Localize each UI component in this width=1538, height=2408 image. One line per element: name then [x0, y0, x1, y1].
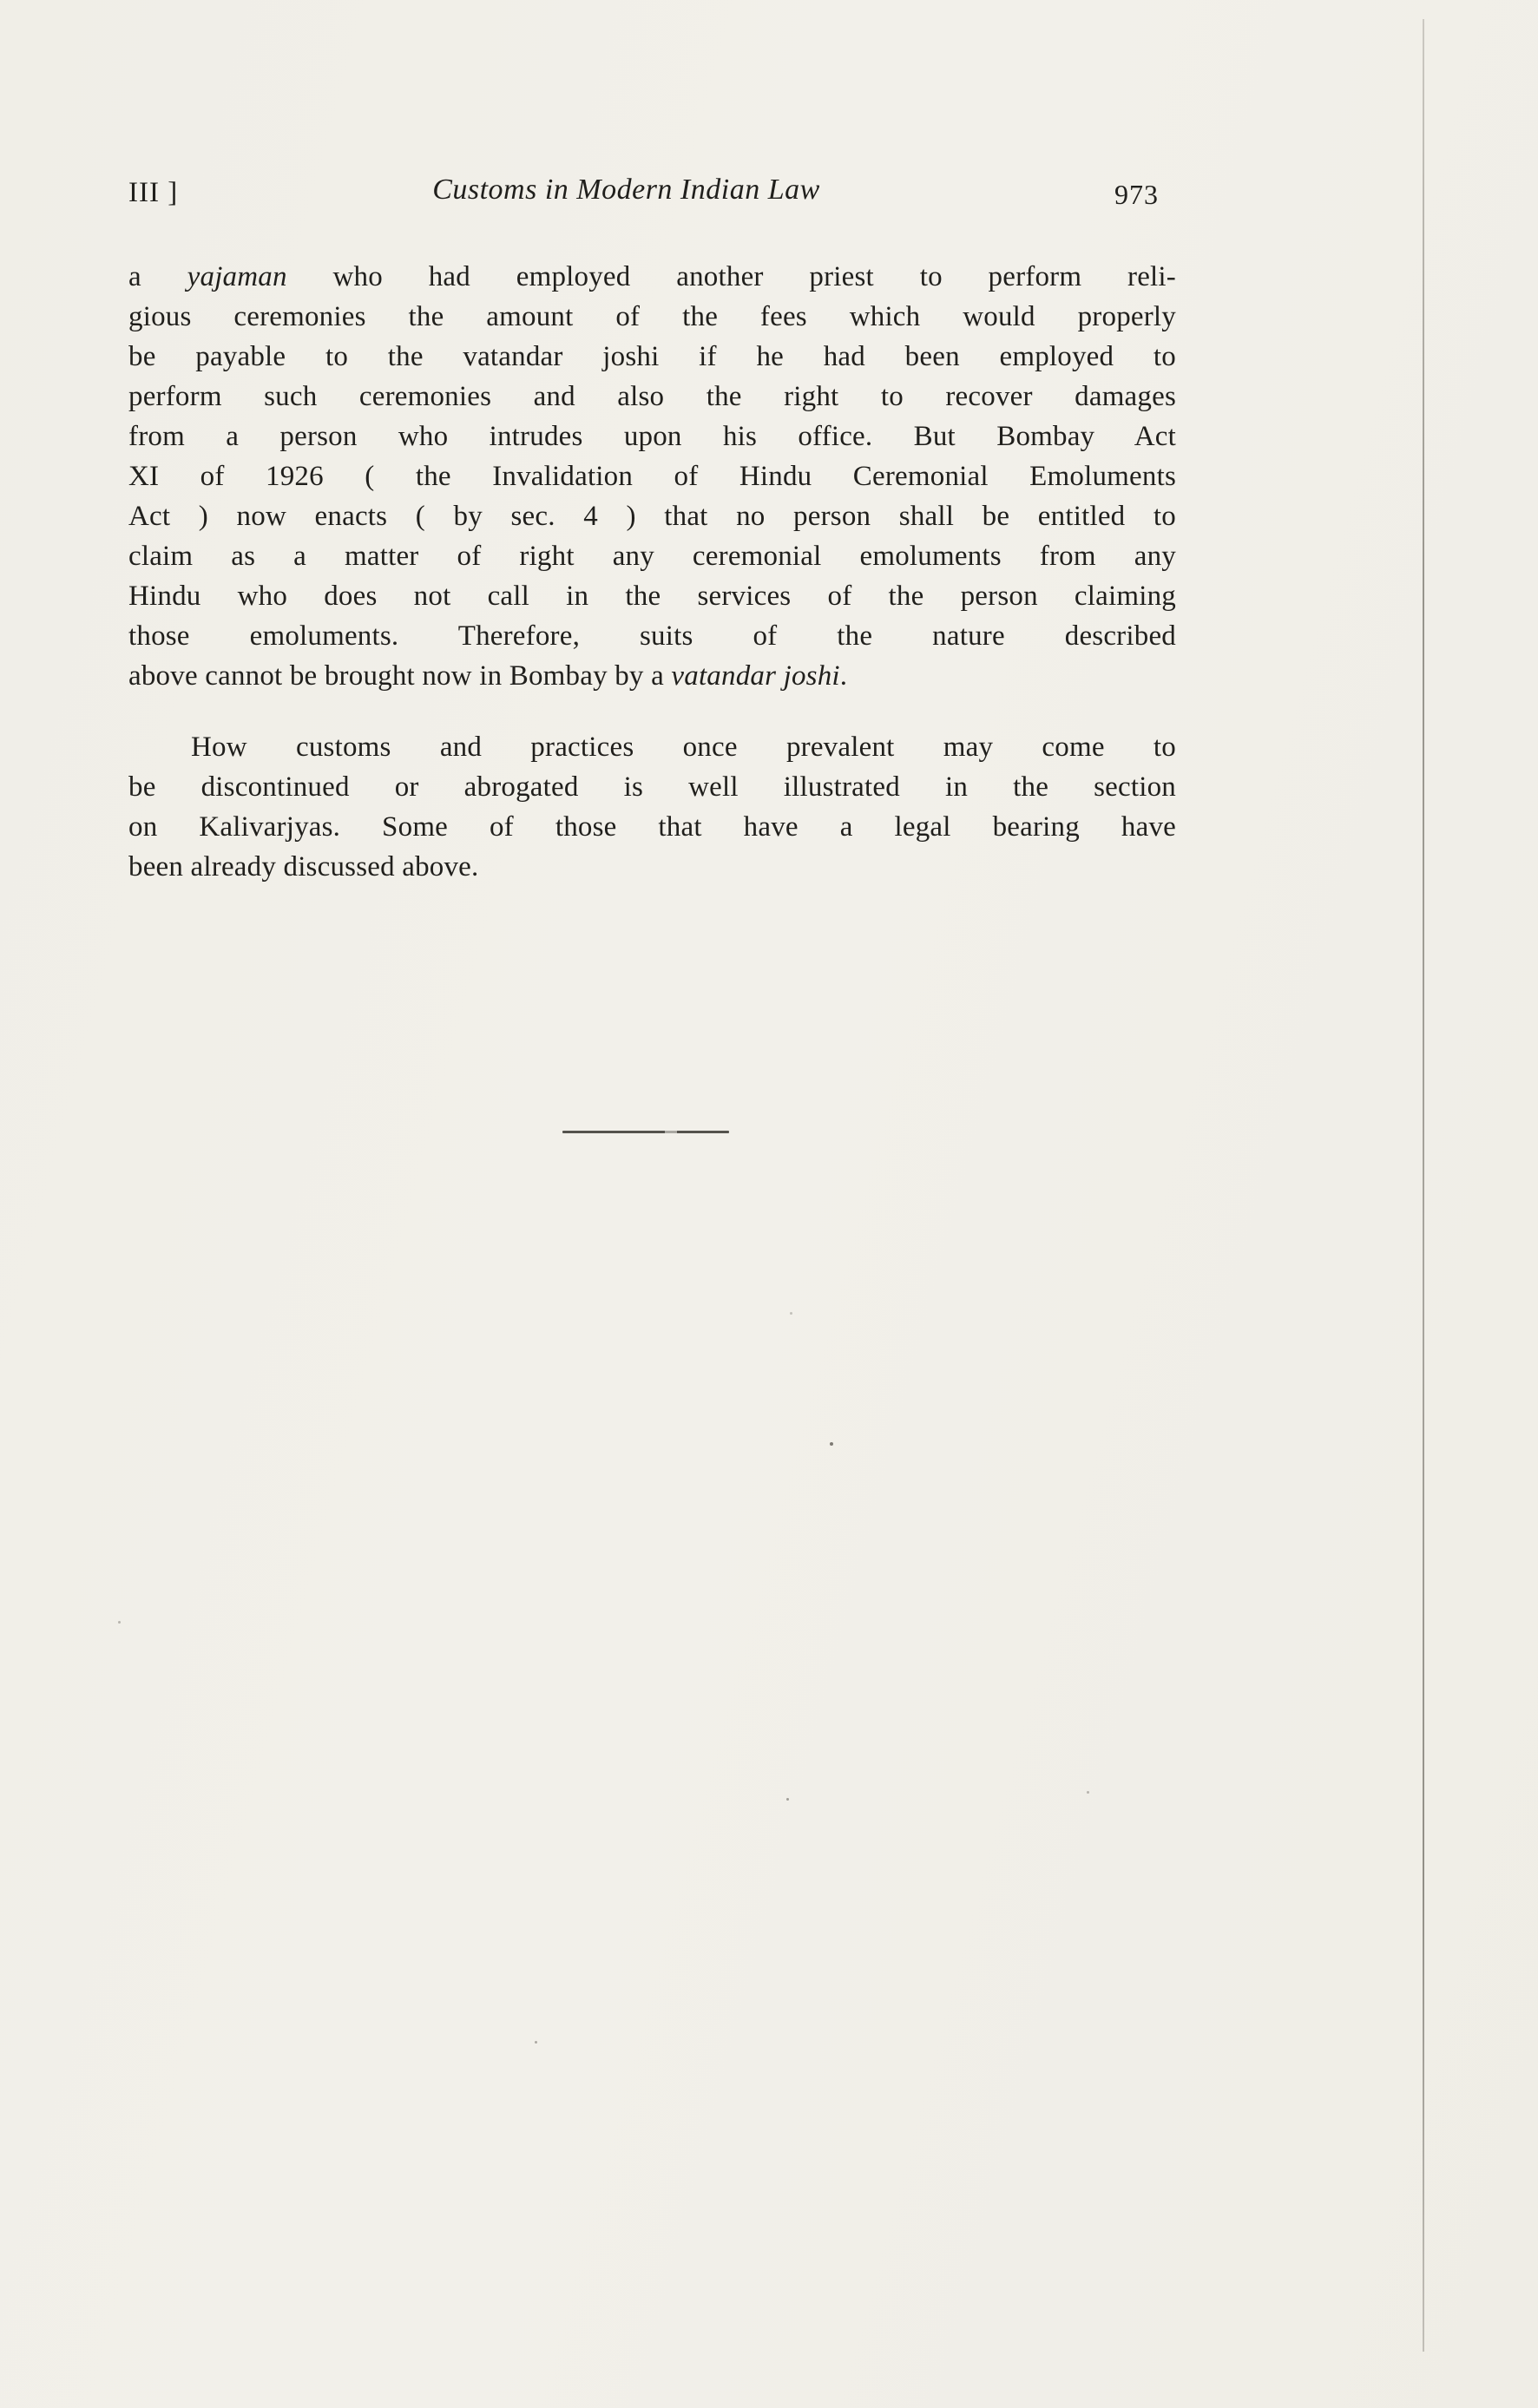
text-line: XI of 1926 ( the Invalidation of Hindu Ceremonial Emoluments	[128, 461, 1176, 492]
text-line: claim as a matter of right any ceremonial emoluments from any	[128, 541, 1176, 572]
scan-speck	[790, 1312, 792, 1315]
text-line: on Kalivarjyas. Some of those that have a legal bearing have	[128, 811, 1176, 843]
running-title: Customs in Modern Indian Law	[432, 174, 820, 206]
scan-speck	[786, 1798, 789, 1801]
italic-term: vatandar joshi	[671, 660, 840, 692]
scan-speck	[1087, 1791, 1089, 1794]
text-line: be payable to the vatandar joshi if he had been employed to	[128, 341, 1176, 372]
text-line: from a person who intrudes upon his office. But Bombay Act	[128, 421, 1176, 452]
body-text	[128, 257, 1176, 887]
text-line: How customs and practices once prevalent may come to	[191, 732, 1176, 763]
text-line: Hindu who does not call in the services of the person claiming	[128, 581, 1176, 612]
chapter-marker: III ]	[128, 177, 179, 208]
text-line: a yajaman who had employed another priest to perform reli-	[128, 261, 1176, 292]
scan-speck	[118, 1621, 121, 1624]
text-line: been already discussed above.	[128, 851, 479, 882]
text-line: perform such ceremonies and also the right to recover damages	[128, 381, 1176, 412]
text-line: gious ceremonies the amount of the fees which would properly	[128, 301, 1176, 332]
paragraph	[128, 727, 1176, 887]
page-header	[128, 174, 1176, 219]
text-line: be discontinued or abrogated is well illustrated in the section	[128, 771, 1176, 803]
section-divider-rule	[562, 1131, 729, 1133]
text-line: those emoluments. Therefore, suits of the nature described	[128, 620, 1176, 652]
page-number: 973	[1114, 179, 1159, 210]
text-line: above cannot be brought now in Bombay by a vatandar joshi.	[128, 660, 848, 692]
paragraph	[128, 257, 1176, 696]
scan-artifact-vertical-line	[1423, 19, 1424, 2352]
scan-speck	[830, 1442, 833, 1446]
italic-term: yajaman	[187, 261, 287, 292]
scan-speck	[535, 2041, 537, 2044]
text-line: Act ) now enacts ( by sec. 4 ) that no person shall be entitled to	[128, 501, 1176, 532]
